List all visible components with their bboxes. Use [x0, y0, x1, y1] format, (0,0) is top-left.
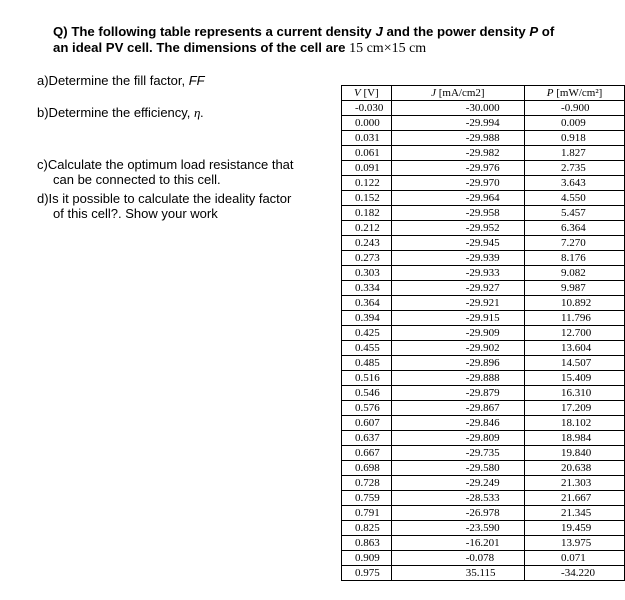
cell-current-density: -29.970: [391, 176, 524, 191]
cell-current-density: -29.846: [391, 416, 524, 431]
cell-power-density: 2.735: [525, 161, 625, 176]
cell-current-density: -29.964: [391, 191, 524, 206]
p-symbol: P: [529, 24, 539, 39]
part-b: [37, 105, 204, 120]
cell-current-density: -29.952: [391, 221, 524, 236]
table-row: [342, 371, 625, 386]
header-power-density: P [mW/cm²]: [525, 86, 625, 101]
part-c-line1: c)Calculate the optimum load resistance that: [37, 157, 294, 172]
cell-voltage: 0.425: [342, 326, 392, 341]
cell-current-density: -29.945: [391, 236, 524, 251]
table-row: [342, 191, 625, 206]
cell-current-density: -29.921: [391, 296, 524, 311]
cell-power-density: 13.975: [525, 536, 625, 551]
cell-current-density: -0.078: [391, 551, 524, 566]
cell-voltage: 0.607: [342, 416, 392, 431]
cell-current-density: -26.978: [391, 506, 524, 521]
cell-current-density: -29.982: [391, 146, 524, 161]
cell-voltage: 0.364: [342, 296, 392, 311]
cell-current-density: -29.888: [391, 371, 524, 386]
cell-voltage: 0.576: [342, 401, 392, 416]
table-row: [342, 521, 625, 536]
table-row: [342, 296, 625, 311]
cell-voltage: 0.637: [342, 431, 392, 446]
cell-voltage: 0.975: [342, 566, 392, 581]
cell-current-density: -29.927: [391, 281, 524, 296]
cell-power-density: 9.082: [525, 266, 625, 281]
table-row: [342, 506, 625, 521]
part-b-text: b)Determine the efficiency,: [37, 105, 195, 120]
table-row: [342, 356, 625, 371]
cell-power-density: 18.984: [525, 431, 625, 446]
table-row: [342, 266, 625, 281]
table-row: [342, 461, 625, 476]
question-line2: an ideal PV cell. The dimensions of the cell are: [53, 40, 350, 55]
table-row: [342, 311, 625, 326]
cell-voltage: 0.516: [342, 371, 392, 386]
cell-current-density: -29.976: [391, 161, 524, 176]
cell-voltage: 0.061: [342, 146, 392, 161]
cell-voltage: 0.667: [342, 446, 392, 461]
table-row: [342, 416, 625, 431]
cell-voltage: 0.455: [342, 341, 392, 356]
cell-power-density: 12.700: [525, 326, 625, 341]
cell-power-density: 20.638: [525, 461, 625, 476]
part-d-line2: of this cell?. Show your work: [53, 206, 218, 221]
cell-power-density: -34.220: [525, 566, 625, 581]
cell-current-density: -29.809: [391, 431, 524, 446]
cell-current-density: -28.533: [391, 491, 524, 506]
question-middle: and the power density: [382, 24, 530, 39]
cell-current-density: -29.249: [391, 476, 524, 491]
table-row: [342, 431, 625, 446]
table-row: [342, 536, 625, 551]
cell-voltage: 0.909: [342, 551, 392, 566]
table-row: [342, 236, 625, 251]
cell-power-density: 5.457: [525, 206, 625, 221]
cell-voltage: 0.728: [342, 476, 392, 491]
cell-current-density: -30.000: [391, 101, 524, 116]
cell-voltage: 0.334: [342, 281, 392, 296]
cell-power-density: 11.796: [525, 311, 625, 326]
cell-voltage: 0.759: [342, 491, 392, 506]
table-row: [342, 281, 625, 296]
table-row: [342, 341, 625, 356]
part-a-text: a)Determine the fill factor,: [37, 73, 189, 88]
cell-power-density: 6.364: [525, 221, 625, 236]
table-row: [342, 476, 625, 491]
question-text: [53, 24, 613, 57]
cell-power-density: 10.892: [525, 296, 625, 311]
cell-power-density: 14.507: [525, 356, 625, 371]
cell-current-density: -29.939: [391, 251, 524, 266]
cell-power-density: 21.303: [525, 476, 625, 491]
table-row: [342, 176, 625, 191]
cell-power-density: 21.345: [525, 506, 625, 521]
part-d: [37, 191, 347, 221]
cell-current-density: -29.580: [391, 461, 524, 476]
table-row: [342, 566, 625, 581]
cell-voltage: 0.122: [342, 176, 392, 191]
cell-voltage: 0.698: [342, 461, 392, 476]
cell-power-density: 0.918: [525, 131, 625, 146]
table-row: [342, 326, 625, 341]
cell-voltage: 0.091: [342, 161, 392, 176]
header-current-density: J [mA/cm2]: [391, 86, 524, 101]
table-row: [342, 551, 625, 566]
table-row: [342, 131, 625, 146]
cell-power-density: 17.209: [525, 401, 625, 416]
cell-current-density: -29.909: [391, 326, 524, 341]
table-row: [342, 206, 625, 221]
cell-current-density: -29.988: [391, 131, 524, 146]
ff-symbol: FF: [188, 73, 205, 88]
cell-voltage: 0.485: [342, 356, 392, 371]
cell-power-density: 7.270: [525, 236, 625, 251]
cell-power-density: 19.840: [525, 446, 625, 461]
cell-power-density: -0.900: [525, 101, 625, 116]
part-c-line2: can be connected to this cell.: [53, 172, 221, 187]
part-c: [37, 157, 337, 187]
table-row: [342, 401, 625, 416]
table-row: [342, 446, 625, 461]
cell-power-density: 3.643: [525, 176, 625, 191]
cell-current-density: 35.115: [391, 566, 524, 581]
part-d-line1: d)Is it possible to calculate the ideality factor: [37, 191, 292, 206]
header-voltage: V [V]: [342, 86, 392, 101]
cell-voltage: 0.791: [342, 506, 392, 521]
cell-voltage: 0.273: [342, 251, 392, 266]
cell-voltage: 0.031: [342, 131, 392, 146]
cell-voltage: 0.243: [342, 236, 392, 251]
cell-current-density: -29.994: [391, 116, 524, 131]
cell-power-density: 19.459: [525, 521, 625, 536]
cell-current-density: -16.201: [391, 536, 524, 551]
cell-dimensions: 15 cm×15 cm: [349, 41, 427, 56]
table-row: [342, 161, 625, 176]
cell-power-density: 8.176: [525, 251, 625, 266]
cell-power-density: 9.987: [525, 281, 625, 296]
cell-current-density: -29.902: [391, 341, 524, 356]
j-symbol: J: [375, 24, 383, 39]
cell-voltage: 0.212: [342, 221, 392, 236]
cell-current-density: -29.896: [391, 356, 524, 371]
question-prefix: Q) The following table represents a current density: [53, 24, 376, 39]
question-suffix: of: [538, 24, 555, 39]
cell-current-density: -29.867: [391, 401, 524, 416]
table-row: [342, 221, 625, 236]
cell-voltage: 0.000: [342, 116, 392, 131]
cell-voltage: 0.863: [342, 536, 392, 551]
table-row: [342, 386, 625, 401]
cell-power-density: 13.604: [525, 341, 625, 356]
cell-power-density: 1.827: [525, 146, 625, 161]
table-row: [342, 251, 625, 266]
table-row: [342, 101, 625, 116]
cell-power-density: 15.409: [525, 371, 625, 386]
cell-power-density: 0.071: [525, 551, 625, 566]
cell-voltage: 0.303: [342, 266, 392, 281]
table-row: [342, 491, 625, 506]
iv-data-table: [341, 85, 625, 581]
cell-power-density: 0.009: [525, 116, 625, 131]
cell-voltage: 0.825: [342, 521, 392, 536]
cell-power-density: 18.102: [525, 416, 625, 431]
cell-current-density: -29.735: [391, 446, 524, 461]
cell-voltage: 0.182: [342, 206, 392, 221]
eta-symbol: η.: [194, 105, 204, 120]
cell-current-density: -29.933: [391, 266, 524, 281]
cell-current-density: -29.958: [391, 206, 524, 221]
cell-current-density: -29.915: [391, 311, 524, 326]
cell-current-density: -29.879: [391, 386, 524, 401]
table-row: [342, 116, 625, 131]
cell-voltage: 0.394: [342, 311, 392, 326]
cell-current-density: -23.590: [391, 521, 524, 536]
table-header-row: [342, 86, 625, 101]
table-row: [342, 146, 625, 161]
cell-voltage: -0.030: [342, 101, 392, 116]
part-a: [37, 73, 205, 88]
cell-power-density: 21.667: [525, 491, 625, 506]
cell-power-density: 16.310: [525, 386, 625, 401]
cell-power-density: 4.550: [525, 191, 625, 206]
cell-voltage: 0.546: [342, 386, 392, 401]
cell-voltage: 0.152: [342, 191, 392, 206]
